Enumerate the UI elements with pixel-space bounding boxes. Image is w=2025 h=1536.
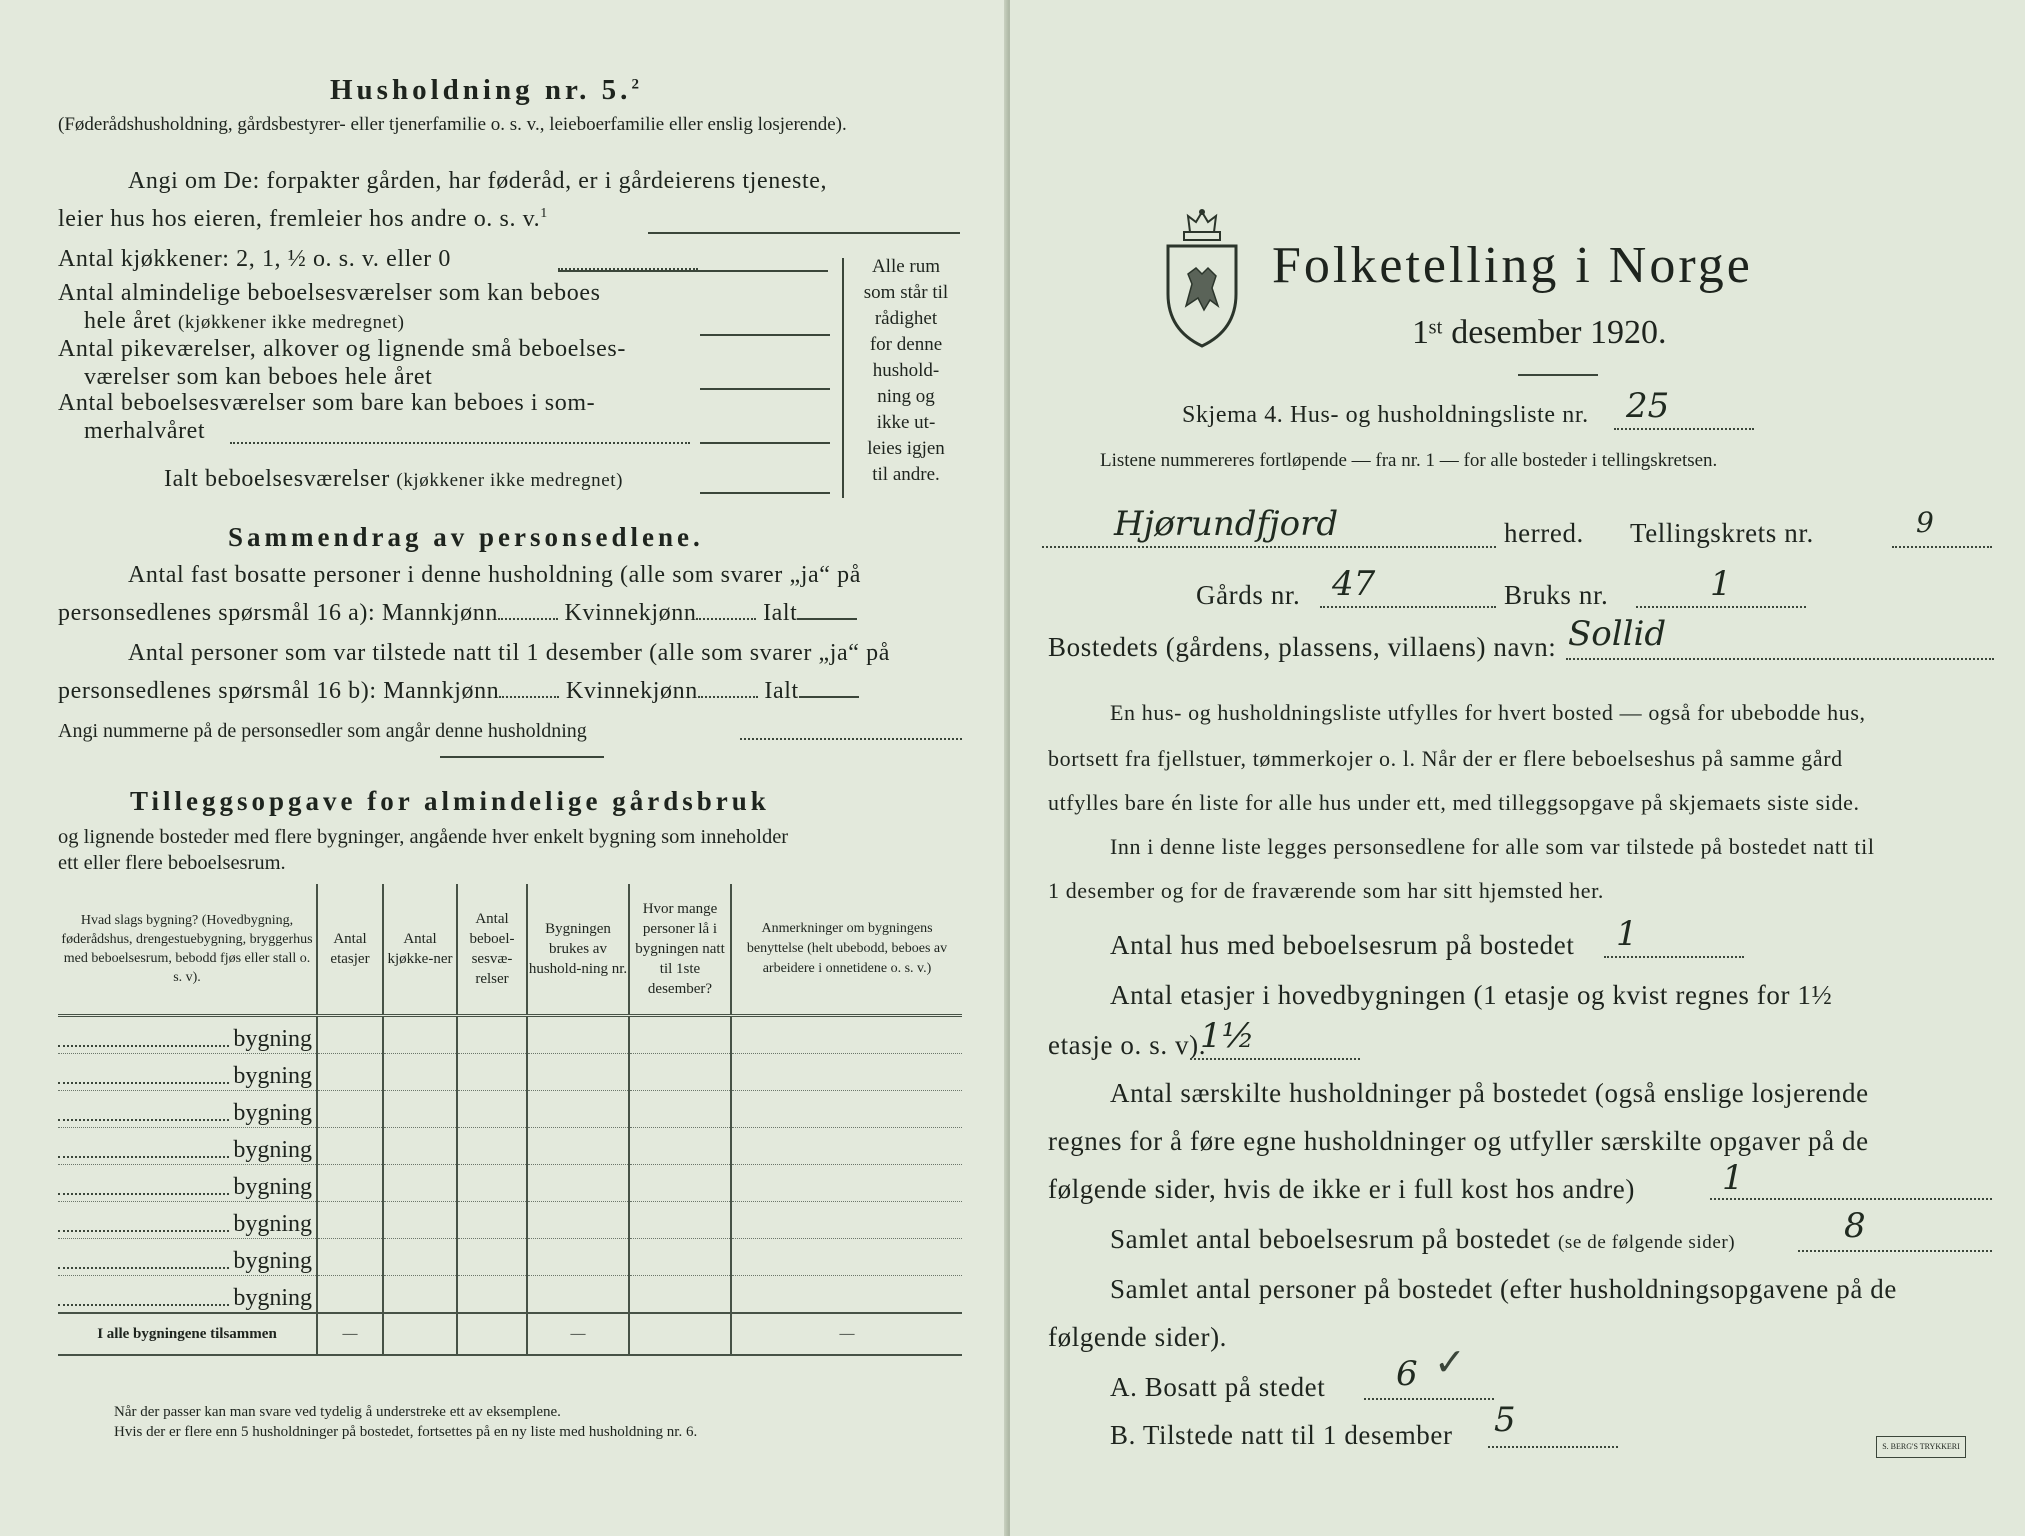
household-title: Husholdning nr. 5.$^2$ — [330, 74, 643, 106]
present-label: B. Tilstede natt til 1 desember — [1110, 1420, 1453, 1450]
summer-rooms-answer-line — [700, 442, 830, 444]
floors-line-1: Antal etasjer i hovedbygningen (1 etasje og kvist regnes for 1½ — [1110, 980, 1833, 1010]
bruk-label: Bruks nr. — [1504, 580, 1609, 610]
bosted-dots — [1566, 658, 1994, 660]
coat-of-arms-icon — [1160, 206, 1244, 352]
instruction-1: En hus- og husholdningsliste utfylles for hvert bosted — også for ubebodde hus, — [1110, 700, 1866, 725]
instruction-3: utfylles bare én liste for alle hus under ett, med tilleggsopgave på skjemaets siste side. — [1048, 790, 1860, 815]
buildings-table — [58, 884, 962, 1356]
households-dots — [1710, 1198, 1992, 1200]
maid-rooms-label-1: Antal pikeværelser, alkover og lignende små beboelses- — [58, 336, 626, 362]
gard-value: 47 — [1332, 564, 1376, 604]
table-row: bygning — [58, 1239, 962, 1276]
rooms-total-value: 8 — [1844, 1206, 1866, 1246]
numbering-note: Listene nummereres fortløpende — fra nr. 1 — for alle bosteder i tellingskretsen. — [1100, 450, 1718, 471]
summer-rooms-dots — [230, 442, 690, 444]
floors-value: 1½ — [1200, 1016, 1255, 1056]
persons-line-2: følgende sider). — [1048, 1322, 1228, 1352]
col-building-type: Hvad slags bygning? (Hovedbygning, føderådshus, drengestuebygning, bryggerhus med beboelsesrum, bebodd fjøs eller stall o. s. v). — [58, 884, 317, 1016]
ordinary-rooms-answer-line — [700, 334, 830, 336]
summary-present-line-2: personsedlenes spørsmål 16 b): Mannkjønn Kvinnekjønn Ialt — [58, 678, 859, 705]
rooms-brace — [842, 258, 844, 498]
table-row: bygning — [58, 1128, 962, 1165]
ordinary-rooms-label-2: hele året (kjøkkener ikke medregnet) — [84, 308, 405, 334]
herred-label: herred. — [1504, 518, 1584, 548]
table-row: bygning — [58, 1276, 962, 1314]
footnote-2: Hvis der er flere enn 5 husholdninger på bostedet, fortsettes på en ny liste med husholdning nr. 6. — [114, 1424, 698, 1440]
check-mark-icon: ✓ — [1434, 1342, 1466, 1384]
supplement-title: Tilleggsopgave for almindelige gårdsbruk — [130, 786, 770, 816]
instruction-2: bortsett fra fjellstuer, tømmerkojer o. l. Når der er flere beboelseshus på samme gård — [1048, 746, 1843, 771]
section-divider — [440, 756, 604, 758]
houses-value: 1 — [1616, 914, 1638, 954]
household-subtitle: (Føderådshusholdning, gårdsbestyrer- eller tjenerfamilie o. s. v., leieboerfamilie eller enslig losjerende). — [58, 114, 847, 135]
col-floors: Antal etasjer — [317, 884, 383, 1016]
bosted-label: Bostedets (gårdens, plassens, villaens) navn: — [1048, 632, 1557, 662]
col-remarks: Anmerkninger om bygningens benyttelse (helt ubebodd, beboes av arbeidere i onnetidene o. s. v.) — [731, 884, 962, 1016]
question-line-2: leier hus hos eieren, fremleier hos andre o. s. v.$^1$ — [58, 206, 548, 232]
gard-label: Gårds nr. — [1196, 580, 1301, 610]
table-row: bygning — [58, 1091, 962, 1128]
kitchens-answer-line — [558, 270, 828, 272]
col-kitchens: Antal kjøkke-ner — [383, 884, 457, 1016]
present-value: 5 — [1494, 1400, 1516, 1440]
title-divider — [1518, 374, 1598, 376]
floors-line-2: etasje o. s. v). — [1048, 1030, 1207, 1060]
herred-dots — [1042, 546, 1496, 548]
kitchens-label: Antal kjøkkener: 2, 1, ½ o. s. v. eller 0 — [58, 246, 451, 272]
resident-dots — [1364, 1398, 1494, 1400]
households-line-3: følgende sider, hvis de ikke er i full kost hos andre) — [1048, 1174, 1635, 1204]
summary-title: Sammendrag av personsedlene. — [228, 522, 704, 552]
schema-value: 25 — [1626, 386, 1670, 426]
col-household: Bygningen brukes av hushold-ning nr. — [527, 884, 629, 1016]
total-rooms-label: Ialt beboelsesværelser (kjøkkener ikke medregnet) — [164, 466, 624, 492]
table-row: bygning — [58, 1054, 962, 1091]
rooms-total-dots — [1798, 1250, 1992, 1252]
floors-dots — [1190, 1058, 1360, 1060]
total-row-label: I alle bygningene tilsammen — [58, 1313, 317, 1355]
households-value: 1 — [1722, 1158, 1744, 1198]
summary-fast-line-1: Antal fast bosatte personer i denne husholdning (alle som svarer „ja“ på — [128, 562, 861, 588]
summary-fast-line-2: personsedlenes spørsmål 16 a): Mannkjønn Kvinnekjønn Ialt — [58, 600, 857, 627]
gard-dots — [1320, 606, 1496, 608]
instruction-5: 1 desember og for de fraværende som har sitt hjemsted her. — [1048, 878, 1604, 903]
instruction-4: Inn i denne liste legges personsedlene for alle som var tilstede på bostedet natt til — [1110, 834, 1875, 859]
maid-rooms-label-2: værelser som kan beboes hele året — [84, 364, 433, 390]
census-date: 1ˢᵗ desember 1920. — [1412, 314, 1667, 351]
summary-present-line-1: Antal personer som var tilstede natt til 1 desember (alle som svarer „ja“ på — [128, 640, 891, 666]
summer-rooms-label-2: merhalvåret — [84, 418, 206, 444]
total-rooms-answer-line — [700, 492, 830, 494]
krets-value: 9 — [1916, 506, 1934, 539]
bruk-value: 1 — [1710, 564, 1732, 604]
right-page — [1010, 0, 2025, 1536]
maid-rooms-answer-line — [700, 388, 830, 390]
table-total-row: I alle bygningene tilsammen — — — — [58, 1313, 962, 1355]
supplement-line-1: og lignende bosteder med flere bygninger, angående hver enkelt bygning som inneholder — [58, 826, 789, 848]
summary-numbers-dots — [740, 738, 962, 740]
summary-numbers-label: Angi nummerne på de personsedler som angår denne husholdning — [58, 720, 587, 742]
table-row: bygning — [58, 1016, 962, 1054]
present-dots — [1488, 1446, 1618, 1448]
question-answer-line — [648, 232, 960, 234]
brace-note: Alle rum som står til rådighet for denne hushold- ning og ikke ut- leies igjen til andre. — [863, 256, 949, 485]
schema-label: Skjema 4. Hus- og husholdningsliste nr. — [1182, 402, 1589, 428]
col-rooms: Antal beboel-sesvæ-relser — [457, 884, 527, 1016]
census-title: Folketelling i Norge — [1272, 237, 1753, 294]
rooms-total-label: Samlet antal beboelsesrum på bostedet (se de følgende sider) — [1110, 1224, 1736, 1254]
schema-dots — [1614, 428, 1754, 430]
houses-label: Antal hus med beboelsesrum på bostedet — [1110, 930, 1575, 960]
resident-value: 6 — [1396, 1354, 1418, 1394]
bruk-dots — [1636, 606, 1806, 608]
persons-line-1: Samlet antal personer på bostedet (efter husholdningsopgavene på de — [1110, 1274, 1897, 1304]
col-persons: Hvor mange personer lå i bygningen natt til 1ste desember? — [629, 884, 731, 1016]
krets-dots — [1892, 546, 1992, 548]
supplement-line-2: ett eller flere beboelsesrum. — [58, 852, 286, 874]
resident-label: A. Bosatt på stedet — [1110, 1372, 1326, 1402]
buildings-table-header — [58, 884, 962, 1016]
ordinary-rooms-label-1: Antal almindelige beboelsesværelser som kan beboes — [58, 280, 601, 306]
left-page — [0, 0, 1010, 1536]
question-line-1: Angi om De: forpakter gården, har føderåd, er i gårdeierens tjeneste, — [128, 168, 828, 194]
herred-value: Hjørundfjord — [1114, 504, 1339, 544]
printer-stamp: S. BERG'S TRYKKERI — [1876, 1436, 1966, 1458]
krets-label: Tellingskrets nr. — [1630, 518, 1814, 548]
houses-dots — [1604, 956, 1744, 958]
households-line-1: Antal særskilte husholdninger på bostedet (også enslige losjerende — [1110, 1078, 1869, 1108]
bosted-value: Sollid — [1568, 614, 1667, 654]
footnote-1: Når der passer kan man svare ved tydelig å understreke ett av eksemplene. — [114, 1404, 561, 1420]
table-row: bygning — [58, 1165, 962, 1202]
table-row: bygning — [58, 1202, 962, 1239]
households-line-2: regnes for å føre egne husholdninger og utfyller særskilte opgaver på de — [1048, 1126, 1869, 1156]
summer-rooms-label-1: Antal beboelsesværelser som bare kan beboes i som- — [58, 390, 596, 416]
